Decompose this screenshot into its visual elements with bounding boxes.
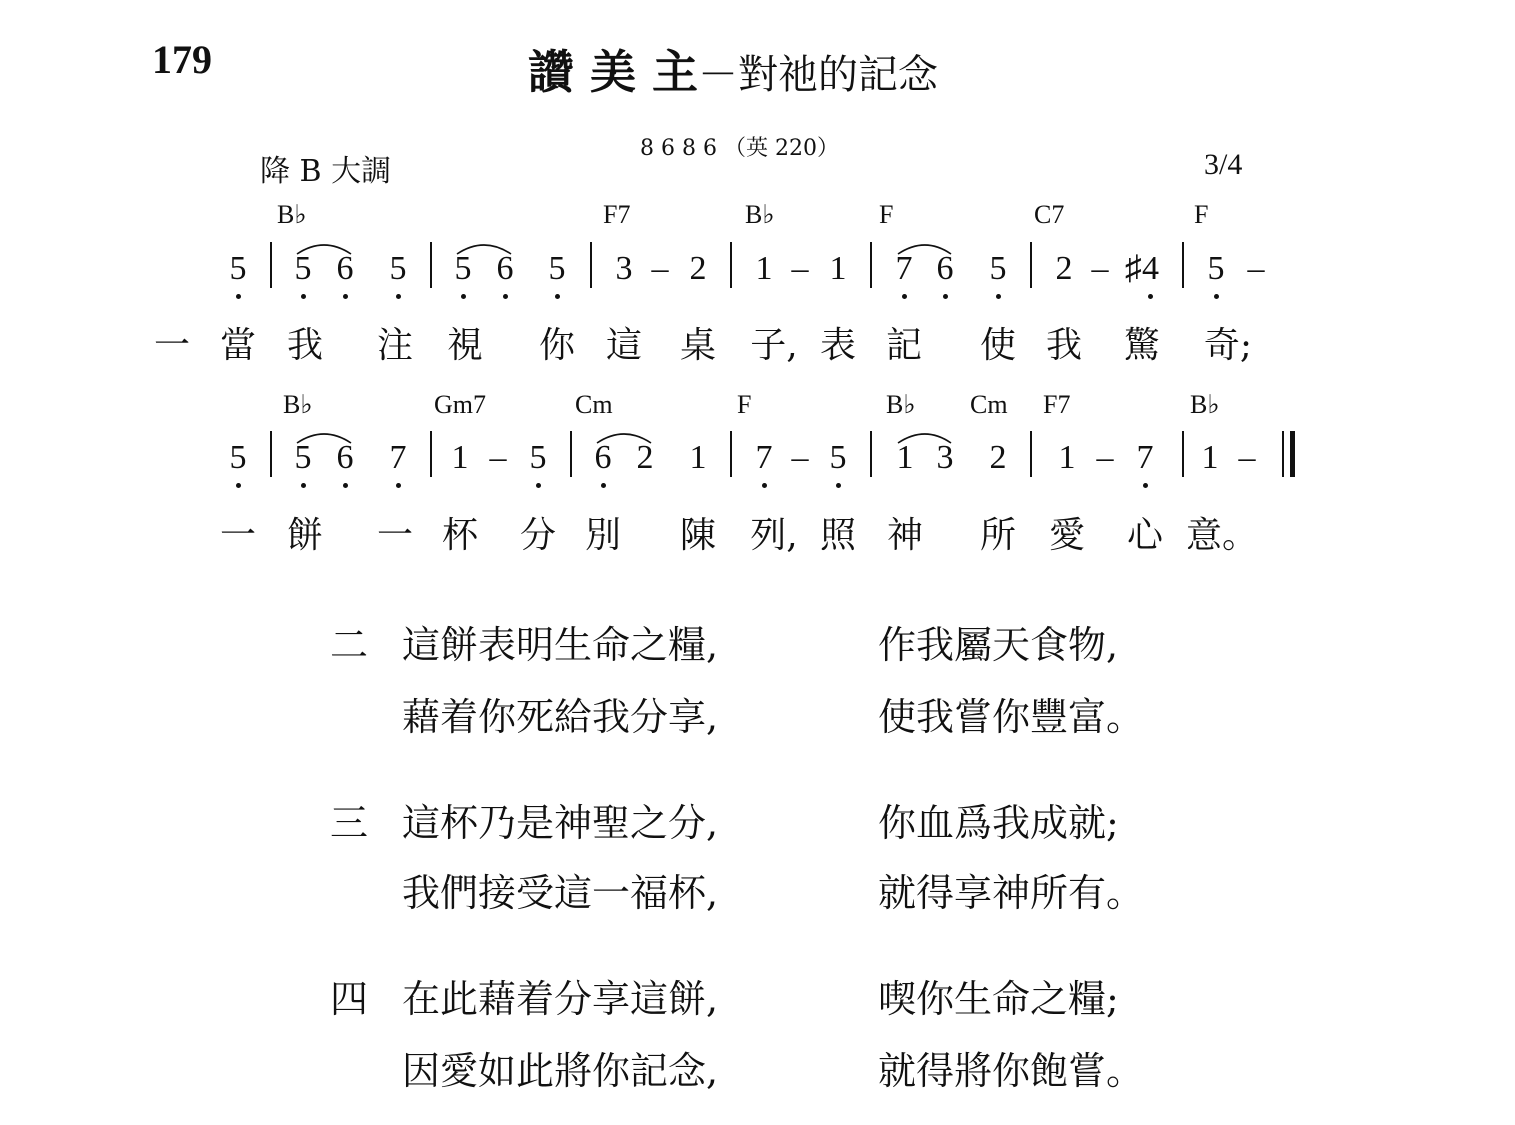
verse-line: 在此藉着分享這餅, bbox=[402, 977, 719, 1021]
note: 2 bbox=[636, 439, 654, 476]
octave-dot bbox=[396, 294, 401, 299]
note: 5 bbox=[294, 439, 312, 476]
octave-dot bbox=[536, 483, 541, 488]
chord: B♭ bbox=[1190, 390, 1220, 419]
octave-dot bbox=[503, 294, 508, 299]
verse-number: 二 bbox=[330, 623, 369, 667]
note: 1 bbox=[755, 250, 773, 287]
lyric-row-1 bbox=[0, 325, 1515, 368]
chord: B♭ bbox=[745, 200, 775, 229]
lyric: 驚 bbox=[1123, 325, 1161, 366]
lyric: 神 bbox=[886, 515, 924, 556]
note: 5 bbox=[229, 439, 247, 476]
slur bbox=[898, 434, 951, 443]
lyric: 這 bbox=[605, 325, 643, 366]
octave-dot bbox=[601, 483, 606, 488]
dash: – bbox=[651, 250, 669, 287]
chord: F7 bbox=[1043, 390, 1071, 419]
note: 6 bbox=[336, 439, 354, 476]
octave-dot bbox=[1214, 294, 1219, 299]
octave-dot bbox=[343, 483, 348, 488]
lyric: 視 bbox=[446, 325, 484, 366]
note: 5 bbox=[454, 250, 472, 287]
title-main: 讚 美 主 bbox=[528, 45, 699, 99]
chord: C7 bbox=[1034, 200, 1065, 229]
lyric: 照 bbox=[819, 515, 857, 556]
note: 6 bbox=[336, 250, 354, 287]
chord: Gm7 bbox=[434, 390, 486, 419]
notation-row-1 bbox=[0, 252, 1515, 302]
note: 2 bbox=[989, 439, 1007, 476]
verse-line: 喫你生命之糧; bbox=[878, 977, 1119, 1021]
octave-dot bbox=[236, 294, 241, 299]
chord: B♭ bbox=[886, 390, 916, 419]
chord: F7 bbox=[603, 200, 631, 229]
octave-dot bbox=[301, 483, 306, 488]
octave-dot bbox=[836, 483, 841, 488]
lyric: 杯 bbox=[441, 515, 479, 556]
verse-line: 就得享神所有。 bbox=[878, 871, 1145, 915]
lyric: 意。 bbox=[1185, 515, 1259, 556]
slur bbox=[297, 245, 351, 254]
lyric: 一 bbox=[153, 325, 191, 366]
note: 7 bbox=[389, 439, 407, 476]
lyric: 奇; bbox=[1203, 325, 1253, 366]
lyric-row-2 bbox=[0, 515, 1515, 558]
slur bbox=[898, 245, 951, 254]
note: 2 bbox=[689, 250, 707, 287]
note: 3 bbox=[936, 439, 954, 476]
note: 1 bbox=[689, 439, 707, 476]
note: 1 bbox=[829, 250, 847, 287]
slur-group bbox=[0, 427, 1515, 447]
lyric: 一 bbox=[219, 515, 257, 556]
note: 5 bbox=[229, 250, 247, 287]
dash: – bbox=[1096, 439, 1114, 476]
lyric: 分 bbox=[519, 515, 557, 556]
lyric: 我 bbox=[1045, 325, 1083, 366]
lyric: 我 bbox=[286, 325, 324, 366]
verse-line: 這杯乃是神聖之分, bbox=[402, 801, 719, 845]
chord: B♭ bbox=[283, 390, 313, 419]
octave-dot bbox=[996, 294, 1001, 299]
note: ♯4 bbox=[1125, 250, 1159, 287]
lyric: 記 bbox=[885, 325, 923, 366]
slur bbox=[297, 434, 351, 443]
chord: F bbox=[879, 200, 894, 229]
octave-dot bbox=[236, 483, 241, 488]
octave-dot bbox=[301, 294, 306, 299]
verse-number: 三 bbox=[330, 801, 369, 845]
note: 5 bbox=[529, 439, 547, 476]
dash: – bbox=[1247, 250, 1265, 287]
dash: – bbox=[791, 250, 809, 287]
verse-line: 這餅表明生命之糧, bbox=[402, 623, 719, 667]
note: 2 bbox=[1055, 250, 1073, 287]
dash: – bbox=[791, 439, 809, 476]
note: 1 bbox=[451, 439, 469, 476]
notation-row-2 bbox=[0, 441, 1515, 491]
chord-row-2 bbox=[0, 392, 1515, 424]
meter: 8 6 8 6 （英 220） bbox=[640, 136, 839, 161]
hymn-number: 179 bbox=[152, 37, 212, 82]
time-signature: 3/4 bbox=[1204, 148, 1243, 181]
lyric: 當 bbox=[219, 325, 257, 366]
chord: Cm bbox=[575, 390, 613, 419]
verse-line: 因愛如此將你記念, bbox=[402, 1049, 719, 1093]
lyric: 子, bbox=[750, 325, 798, 366]
note: 5 bbox=[1207, 250, 1225, 287]
note: 5 bbox=[389, 250, 407, 287]
lyric: 列, bbox=[750, 515, 798, 556]
note: 3 bbox=[615, 250, 633, 287]
note: 6 bbox=[936, 250, 954, 287]
lyric: 所 bbox=[979, 515, 1017, 556]
dash: – bbox=[1091, 250, 1109, 287]
note: 5 bbox=[294, 250, 312, 287]
chord-row-1 bbox=[0, 202, 1515, 234]
chord: F bbox=[737, 390, 752, 419]
lyric: 別 bbox=[584, 515, 622, 556]
octave-dot bbox=[1143, 483, 1148, 488]
lyric: 餅 bbox=[286, 515, 324, 556]
note: 7 bbox=[755, 439, 773, 476]
note: 7 bbox=[1136, 439, 1154, 476]
note: 5 bbox=[989, 250, 1007, 287]
note: 6 bbox=[594, 439, 612, 476]
note: 6 bbox=[496, 250, 514, 287]
title-subtitle: －對祂的記念 bbox=[698, 52, 939, 98]
chord: F bbox=[1194, 200, 1209, 229]
lyric: 使 bbox=[979, 325, 1017, 366]
verse-line: 作我屬天食物, bbox=[878, 623, 1119, 667]
slur bbox=[457, 245, 511, 254]
lyric: 桌 bbox=[679, 325, 717, 366]
octave-dot bbox=[762, 483, 767, 488]
note: 1 bbox=[896, 439, 914, 476]
lyric: 心 bbox=[1126, 515, 1164, 556]
octave-dot bbox=[1148, 294, 1153, 299]
slur-group bbox=[0, 238, 1515, 258]
note: 5 bbox=[829, 439, 847, 476]
dash: – bbox=[1238, 439, 1256, 476]
dash: – bbox=[489, 439, 507, 476]
slur bbox=[597, 434, 651, 443]
chord: Cm bbox=[970, 390, 1008, 419]
octave-dot bbox=[343, 294, 348, 299]
note: 1 bbox=[1201, 439, 1219, 476]
lyric: 一 bbox=[376, 515, 414, 556]
verse-line: 我們接受這一福杯, bbox=[402, 871, 719, 915]
verse-line: 你血爲我成就; bbox=[878, 801, 1119, 845]
lyric: 注 bbox=[376, 325, 414, 366]
lyric: 陳 bbox=[679, 515, 717, 556]
lyric: 愛 bbox=[1048, 515, 1086, 556]
note: 5 bbox=[548, 250, 566, 287]
octave-dot bbox=[396, 483, 401, 488]
verse-line: 藉着你死給我分享, bbox=[402, 695, 719, 739]
octave-dot bbox=[902, 294, 907, 299]
verse-line: 使我嘗你豐富。 bbox=[878, 695, 1145, 739]
octave-dot bbox=[461, 294, 466, 299]
verse-line: 就得將你飽嘗。 bbox=[878, 1049, 1145, 1093]
key-signature: 降 B 大調 bbox=[260, 154, 392, 189]
hymn-title bbox=[528, 36, 938, 102]
octave-dot bbox=[943, 294, 948, 299]
chord: B♭ bbox=[277, 200, 307, 229]
lyric: 表 bbox=[819, 325, 857, 366]
note: 1 bbox=[1058, 439, 1076, 476]
note: 7 bbox=[895, 250, 913, 287]
lyric: 你 bbox=[538, 325, 576, 366]
octave-dot bbox=[555, 294, 560, 299]
verse-number: 四 bbox=[330, 977, 369, 1021]
